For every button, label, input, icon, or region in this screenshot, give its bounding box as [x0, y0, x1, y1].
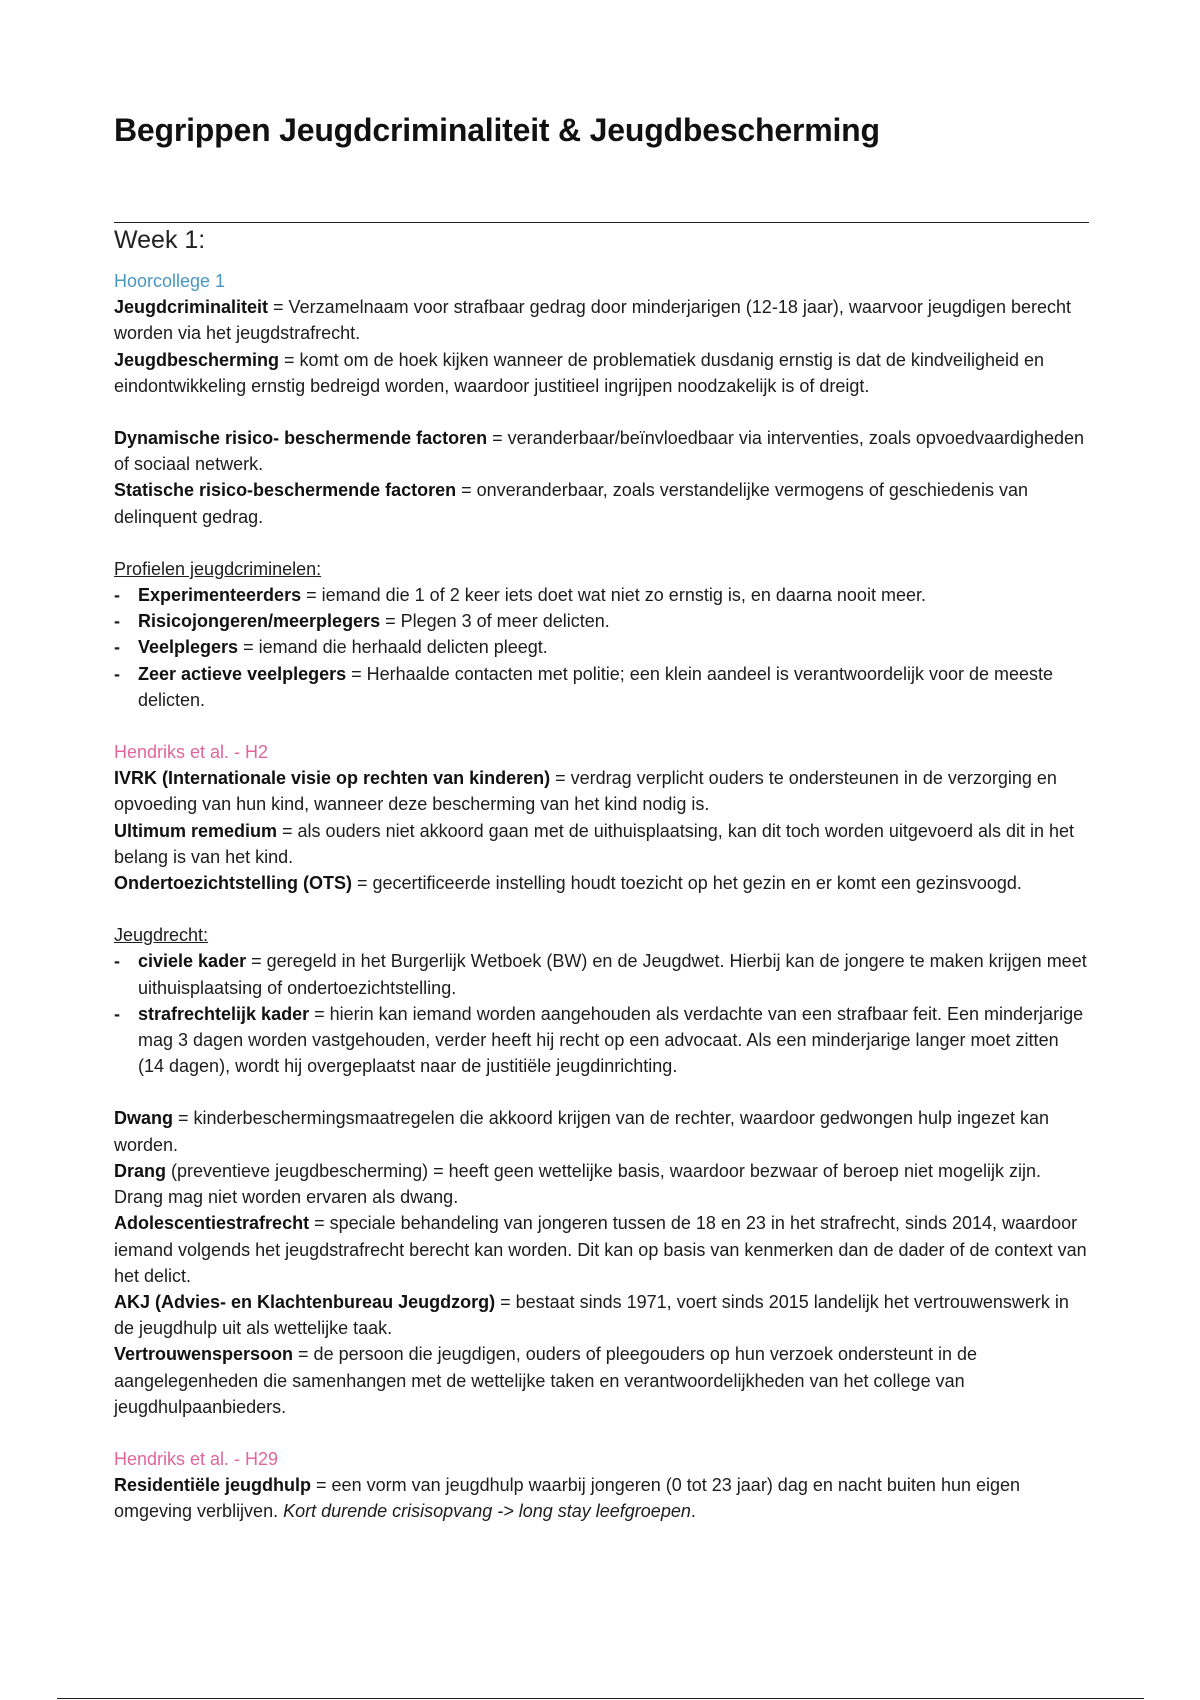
definition-adolescentiestrafrecht	[114, 1210, 1089, 1289]
list-label-jeugdrecht: Jeugdrecht:	[114, 925, 209, 946]
definition-text: = kinderbeschermingsmaatregelen die akkoord krijgen van de rechter, waardoor gedwongen hulp ingezet kan worden.	[114, 1108, 1050, 1155]
definition-text: = gecertificeerde instelling houdt toezicht op het gezin en er komt een gezinsvoogd.	[352, 873, 1022, 894]
definition-text: (preventieve jeugdbescherming) = heeft geen wettelijke basis, waardoor bezwaar of beroep niet mogelijk zijn. Drang mag niet worden ervaren als dwang.	[114, 1160, 1042, 1208]
definition-vertrouwenspersoon	[114, 1341, 1089, 1420]
definition-text: = geregeld in het Burgerlijk Wetboek (BW) en de Jeugdwet. Hierbij kan de jongere te maken krijgen meet uithuisplaatsing of ondertoezichtstelling.	[138, 951, 1087, 998]
definition-text: = onveranderbaar, zoals verstandelijke vermogens of geschiedenis van delinquent gedrag.	[114, 480, 1028, 527]
definition-text: = iemand die herhaald delicten pleegt.	[238, 637, 548, 658]
definition-term: Veelplegers	[138, 637, 239, 658]
week-heading: Week 1:	[114, 226, 206, 254]
definition-ots	[114, 870, 1089, 896]
definition-term: Vertrouwenspersoon	[114, 1344, 294, 1365]
definition-dynamische-factoren	[114, 425, 1089, 477]
definition-text: = de persoon die jeugdigen, ouders of pleegouders op hun verzoek ondersteunt in de aangelegenheden die samenhangen met de wettelijke taken en verantwoordelijkheden van het college van jeugdhulpaanbieders.	[114, 1344, 978, 1417]
definition-term: Adolescentiestrafrecht	[114, 1213, 310, 1234]
definition-statische-factoren	[114, 477, 1089, 529]
definition-term: Zeer actieve veelplegers	[138, 663, 347, 684]
definition-text: = een vorm van jeugdhulp waarbij jongeren (0 tot 23 jaar) dag en nacht buiten hun eigen omgeving verblijven.	[114, 1475, 1021, 1522]
list-label-profielen: Profielen jeugdcriminelen:	[114, 558, 322, 579]
definition-term: Drang	[114, 1160, 167, 1181]
definition-jeugdcriminaliteit	[114, 294, 1089, 346]
list-item	[114, 582, 1089, 608]
definition-text: = bestaat sinds 1971, voert sinds 2015 landelijk het vertrouwenswerk in de jeugdhulp uit als wettelijke taak.	[114, 1291, 1069, 1339]
definition-residentiele-jeugdhulp	[114, 1472, 1089, 1524]
definition-drang	[114, 1158, 1089, 1210]
definition-ultimum-remedium	[114, 818, 1089, 870]
jeugdrecht-list	[114, 948, 1089, 1079]
definition-akj	[114, 1289, 1089, 1341]
section-heading-hoorcollege-1: Hoorcollege 1	[114, 271, 226, 291]
definition-term: Ultimum remedium	[114, 820, 278, 841]
definition-text: = iemand die 1 of 2 keer iets doet wat niet zo ernstig is, en daarna nooit meer.	[301, 585, 926, 606]
list-item	[114, 661, 1089, 713]
definition-italic-note: Kort durende crisisopvang -> long stay leefgroepen	[283, 1501, 691, 1522]
definition-ivrk	[114, 765, 1089, 817]
profiles-list	[114, 582, 1089, 713]
section-heading-hendriks-h29: Hendriks et al. - H29	[114, 1448, 279, 1469]
definition-term: Ondertoezichtstelling (OTS)	[114, 873, 353, 894]
document-content	[114, 268, 1089, 1525]
title-divider	[114, 222, 1089, 223]
definition-text: = komt om de hoek kijken wanneer de problematiek dusdanig ernstig is dat de kindveiligheid en eindontwikkeling ernstig bedreigd worden, waardoor justitieel ingrijpen noodzakelijk is of dreigt.	[114, 349, 1045, 396]
definition-term: Residentiële jeugdhulp	[114, 1475, 312, 1496]
definition-term: Jeugdcriminaliteit	[114, 297, 269, 318]
definition-dwang	[114, 1105, 1089, 1157]
footer-divider	[57, 1698, 1144, 1699]
definition-term: strafrechtelijk kader	[138, 1003, 310, 1024]
definition-term: Experimenteerders	[138, 585, 302, 606]
definition-term: Statische risico-beschermende factoren	[114, 480, 457, 501]
definition-term: Dynamische risico- beschermende factoren	[114, 428, 488, 449]
definition-jeugdbescherming	[114, 347, 1089, 399]
definition-text: = Herhaalde contacten met politie; een klein aandeel is verantwoordelijk voor de meeste delicten.	[138, 663, 1054, 710]
definition-text: = verdrag verplicht ouders te ondersteunen in de verzorging en opvoeding van hun kind, wanneer deze bescherming van het kind nodig is.	[114, 768, 1057, 815]
document-title: Begrippen Jeugdcriminaliteit & Jeugdbescherming	[114, 112, 880, 148]
definition-term: civiele kader	[138, 951, 247, 972]
definition-term: IVRK (Internationale visie op rechten van kinderen)	[114, 768, 551, 789]
definition-end: .	[690, 1501, 696, 1522]
definition-text: = Verzamelnaam voor strafbaar gedrag door minderjarigen (12-18 jaar), waarvoor jeugdigen berecht worden via het jeugdstrafrecht.	[114, 297, 1071, 344]
definition-text: = hierin kan iemand worden aangehouden als verdachte van een strafbaar feit. Een minderjarige mag 3 dagen worden vastgehouden, verder heeft hij recht op een advocaat. Als een minderjarige langer moet zitten (14 dagen), wordt hij overgeplaatst naar de justitiële jeugdinrichting.	[138, 1003, 1084, 1077]
list-item	[114, 608, 1089, 634]
definition-term: Risicojongeren/meerplegers	[138, 611, 381, 632]
definition-text: = speciale behandeling van jongeren tussen de 18 en 23 in het strafrecht, sinds 2014, waardoor iemand volgends het jeugdstrafrecht berecht kan worden. Dit kan op basis van kenmerken dan de dader of de context van het delict.	[114, 1213, 1087, 1286]
list-item	[114, 634, 1089, 660]
definition-term: Dwang	[114, 1108, 174, 1129]
definition-text: = als ouders niet akkoord gaan met de uithuisplaatsing, kan dit toch worden uitgevoerd als dit in het belang is van het kind.	[114, 820, 1075, 867]
definition-text: = veranderbaar/beïnvloedbaar via interventies, zoals opvoedvaardigheden of sociaal netwerk.	[114, 428, 1085, 475]
definition-term: AKJ (Advies- en Klachtenbureau Jeugdzorg)	[114, 1291, 496, 1312]
list-item	[114, 1001, 1089, 1080]
section-heading-hendriks-h2: Hendriks et al. - H2	[114, 742, 269, 763]
definition-term: Jeugdbescherming	[114, 349, 280, 370]
list-item	[114, 948, 1089, 1000]
definition-text: = Plegen 3 of meer delicten.	[380, 611, 610, 632]
